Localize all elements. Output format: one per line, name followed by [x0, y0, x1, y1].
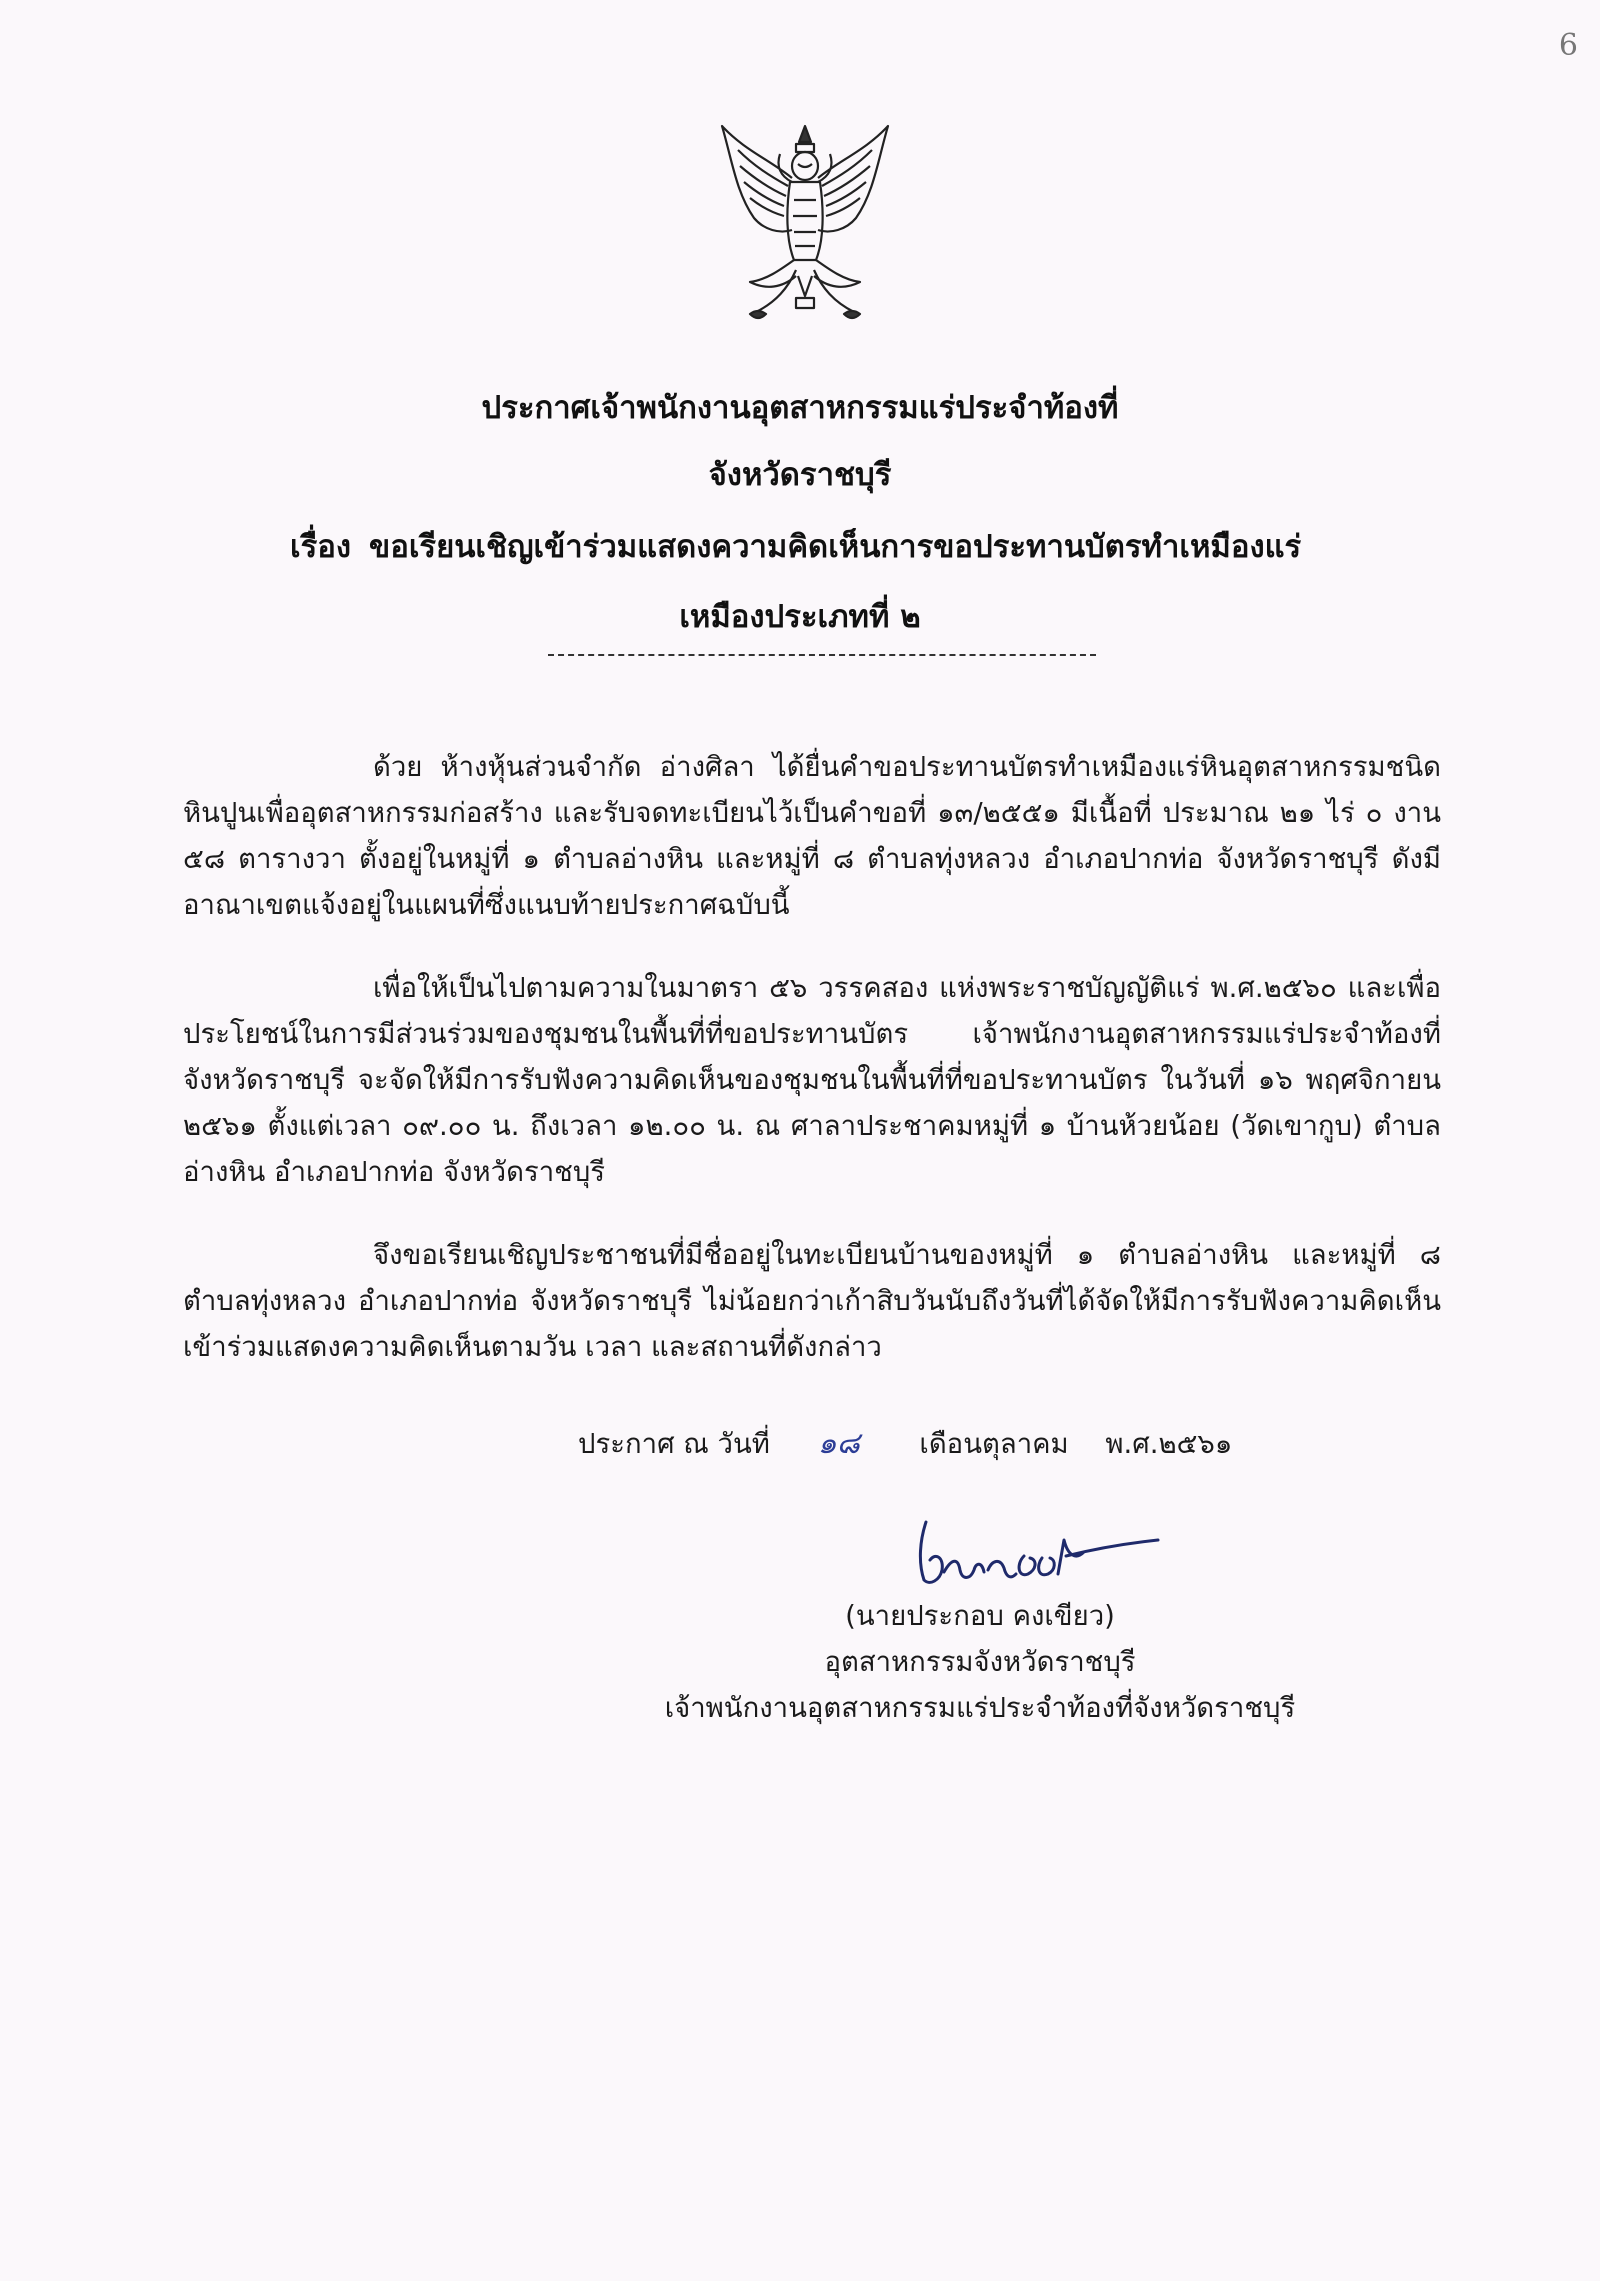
subject-label: เรื่อง [290, 529, 352, 565]
announce-month: เดือนตุลาคม [919, 1428, 1069, 1460]
garuda-emblem-icon [710, 120, 900, 330]
handwritten-day: ๑๘ [817, 1426, 860, 1461]
heading-line-2: จังหวัดราชบุรี [708, 457, 892, 493]
heading-line-1: ประกาศเจ้าพนักงานอุตสาหกรรมแร่ประจำท้องที่ [481, 390, 1119, 426]
subject-text: ขอเรียนเชิญเข้าร่วมแสดงความคิดเห็นการขอประทานบัตรทำเหมืองแร่ [369, 529, 1302, 565]
announce-prefix: ประกาศ ณ วันที่ [578, 1428, 770, 1460]
page-number: 6 [1558, 28, 1578, 63]
dashed-divider [548, 654, 1096, 656]
signatory-position-2: เจ้าพนักงานอุตสาหกรรมแร่ประจำท้องที่จังหวัดราชบุรี [664, 1692, 1296, 1724]
signature-block [630, 1593, 1330, 1731]
announcement-date-line [578, 1424, 1232, 1464]
body-paragraph-1: ด้วย ห้างหุ้นส่วนจำกัด อ่างศิลา ได้ยื่นคำขอประทานบัตรทำเหมืองแร่หินอุตสาหกรรมชนิดหินปูนเพื่ออุตสาหกรรมก่อสร้าง และรับจดทะเบียนไว้เป็นคำขอที่ ๑๓/๒๕๕๑ มีเนื้อที่ ประมาณ ๒๑ ไร่ ๐ งาน ๕๘ ตารางวา ตั้งอยู่ในหมู่ที่ ๑ ตำบลอ่างหิน และหมู่ที่ ๘ ตำบลทุ่งหลวง อำเภอปากท่อ จังหวัดราชบุรี ดังมีอาณาเขตแจ้งอยู่ในแผนที่ซึ่งแนบท้ายประกาศฉบับนี้ [183, 751, 1441, 921]
subject-line [290, 527, 1360, 567]
handwritten-signature [900, 1500, 1170, 1590]
announce-year: พ.ศ.๒๕๖๑ [1105, 1428, 1233, 1460]
body-paragraph-3: จึงขอเรียนเชิญประชาชนที่มีชื่ออยู่ในทะเบียนบ้านของหมู่ที่ ๑ ตำบลอ่างหิน และหมู่ที่ ๘ ตำบลทุ่งหลวง อำเภอปากท่อ จังหวัดราชบุรี ไม่น้อยกว่าเก้าสิบวันนับถึงวันที่ได้จัดให้มีการรับฟังความคิดเห็นเข้าร่วมแสดงความคิดเห็นตามวัน เวลา และสถานที่ดังกล่าว [183, 1239, 1441, 1363]
signatory-name: (นายประกอบ คงเขียว) [845, 1600, 1115, 1632]
body-paragraph-2: เพื่อให้เป็นไปตามความในมาตรา ๕๖ วรรคสอง แห่งพระราชบัญญัติแร่ พ.ศ.๒๕๖๐ และเพื่อประโยชน์ในการมีส่วนร่วมของชุมชนในพื้นที่ที่ขอประทานบัตร เจ้าพนักงานอุตสาหกรรมแร่ประจำท้องที่จังหวัดราชบุรี จะจัดให้มีการรับฟังความคิดเห็นของชุมชนในพื้นที่ที่ขอประทานบัตร ในวันที่ ๑๖ พฤศจิกายน ๒๕๖๑ ตั้งแต่เวลา ๐๙.๐๐ น. ถึงเวลา ๑๒.๐๐ น. ณ ศาลาประชาคมหมู่ที่ ๑ บ้านห้วยน้อย (วัดเขากูบ) ตำบลอ่างหิน อำเภอปากท่อ จังหวัดราชบุรี [183, 972, 1441, 1188]
signatory-position-1: อุตสาหกรรมจังหวัดราชบุรี [824, 1646, 1136, 1678]
heading-line-4: เหมืองประเภทที่ ๒ [679, 599, 921, 635]
